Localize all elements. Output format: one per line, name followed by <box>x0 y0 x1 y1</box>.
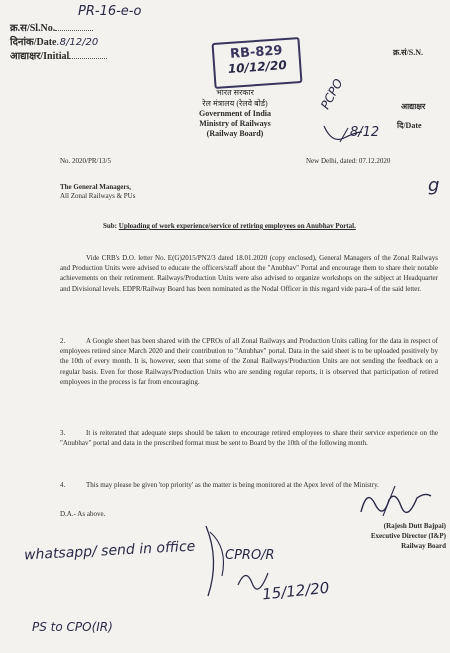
handwritten-cpro: CPRO/R <box>225 548 275 563</box>
subject-label: Sub: <box>103 222 118 230</box>
paragraph-2-text: A Google sheet has been shared with the CPROs of all Zonal Railways and Production Units calling for the data in respect of employees retired since March 2020 and their contribution to "Anubhav" portal. Data in the said sheet is to be uploaded positively by the 10th of every month. It is, however, seen that some of the Zonal Railways/Production Units are not sending the feedback on a regular basis. Even for those Railways/Production Units who are sending regular reports, it is observed that participation of retired employees in the process is far from encouraging. <box>60 337 438 386</box>
receipt-stamp-number: RB-829 <box>229 43 283 62</box>
signatory-title: Executive Director (I&P) <box>370 532 446 540</box>
right-initial: आद्याक्षर <box>401 102 426 111</box>
letterhead-hindi-ministry: रेल मंत्रालय (रेलवे बोर्ड) <box>202 99 268 108</box>
letterhead <box>170 88 300 139</box>
paragraph-2 <box>60 336 438 387</box>
subject-line <box>103 222 438 231</box>
subject-text: Uploading of work experience/service of retiring employees on Anubhav Portal. <box>118 222 356 230</box>
margin-initial-scribble-icon <box>322 122 370 152</box>
handwritten-pcpo: PCPO <box>318 76 346 112</box>
addressee-line1: The General Managers, <box>60 183 131 191</box>
office-receipt-form <box>10 22 107 64</box>
letter-date: New Delhi, dated: 07.12.2020 <box>306 157 391 165</box>
handwritten-forward: PS to CPO(IR) <box>32 620 113 634</box>
handwritten-instruction: whatsapp/ send in office <box>23 538 196 564</box>
initial-row <box>10 50 107 64</box>
date-label: दिनांक/Date <box>10 37 57 48</box>
paragraph-3-text: It is reiterated that adequate steps should be taken to encourage retired employees to share their service experience on the "Anubhav" portal and data in the prescribed format must be sent to Board by the 10th of the following month. <box>60 429 438 448</box>
sl-no-value <box>55 30 93 31</box>
sl-no-row <box>10 22 107 36</box>
receipt-stamp-date: 10/12/20 <box>227 57 288 77</box>
initial-value <box>69 58 107 59</box>
paragraph-1: Vide CRB's D.O. letter No. E(G)2015/PN2/3 dated 18.01.2020 (copy enclosed), General Managers of the Zonal Railways and Production Units were advised to educate the officers/staff about the "Anubhav" Portal and encourage them to share their notable achievements on their retirement. Railways/Production Units were also advised to organize workshops on the subject at Headquarter and Divisional levels. EDPR/Railway Board has been nominated as the Nodal Officer in this regard vide para-4 of the said letter. <box>60 254 438 293</box>
signatory-block <box>318 521 446 551</box>
handwritten-reference: PR-16-e-o <box>78 4 142 19</box>
bottom-tick-scribble-icon <box>200 520 240 600</box>
paragraph-3 <box>60 428 438 448</box>
signatory-name: (Rajesh Dutt Bajpai) <box>383 522 446 530</box>
bottom-initial-scribble-icon <box>236 565 276 595</box>
enclosure-note: D.A.- As above. <box>60 510 106 518</box>
officer-signature-icon <box>355 482 435 520</box>
letterhead-ministry: Ministry of Railways <box>199 119 271 128</box>
letterhead-hindi: भारत सरकार <box>216 88 254 97</box>
paragraph-3-number: 3. <box>60 429 66 437</box>
addressee <box>60 183 135 201</box>
letter-number: No. 2020/PR/13/5 <box>60 157 111 165</box>
handwritten-dt: 8/12 <box>350 125 380 140</box>
addressee-line2: All Zonal Railways & PUs <box>60 192 136 200</box>
right-date: दि/Date <box>397 121 422 130</box>
date-value: .8/12/20 <box>56 37 99 48</box>
date-row <box>10 36 107 50</box>
signatory-office: Railway Board <box>401 542 446 550</box>
letterhead-board: (Railway Board) <box>206 129 264 138</box>
initial-label: आद्याक्षर/Initial <box>10 51 70 62</box>
paragraph-4-text: This may please be given 'top priority' as the matter is being monitored at the Apex level of the Ministry. <box>86 481 379 489</box>
handwritten-g: g <box>428 175 440 196</box>
paragraph-2-number: 2. <box>60 337 66 345</box>
receipt-stamp <box>212 37 303 89</box>
letterhead-government: Government of India <box>199 109 271 118</box>
right-sl-no: क्र.सं/S.N. <box>393 48 424 57</box>
handwritten-date: 15/12/20 <box>261 578 331 604</box>
paragraph-4-number: 4. <box>60 481 66 489</box>
sl-no-label: क्र.स/Sl.No. <box>10 23 56 34</box>
